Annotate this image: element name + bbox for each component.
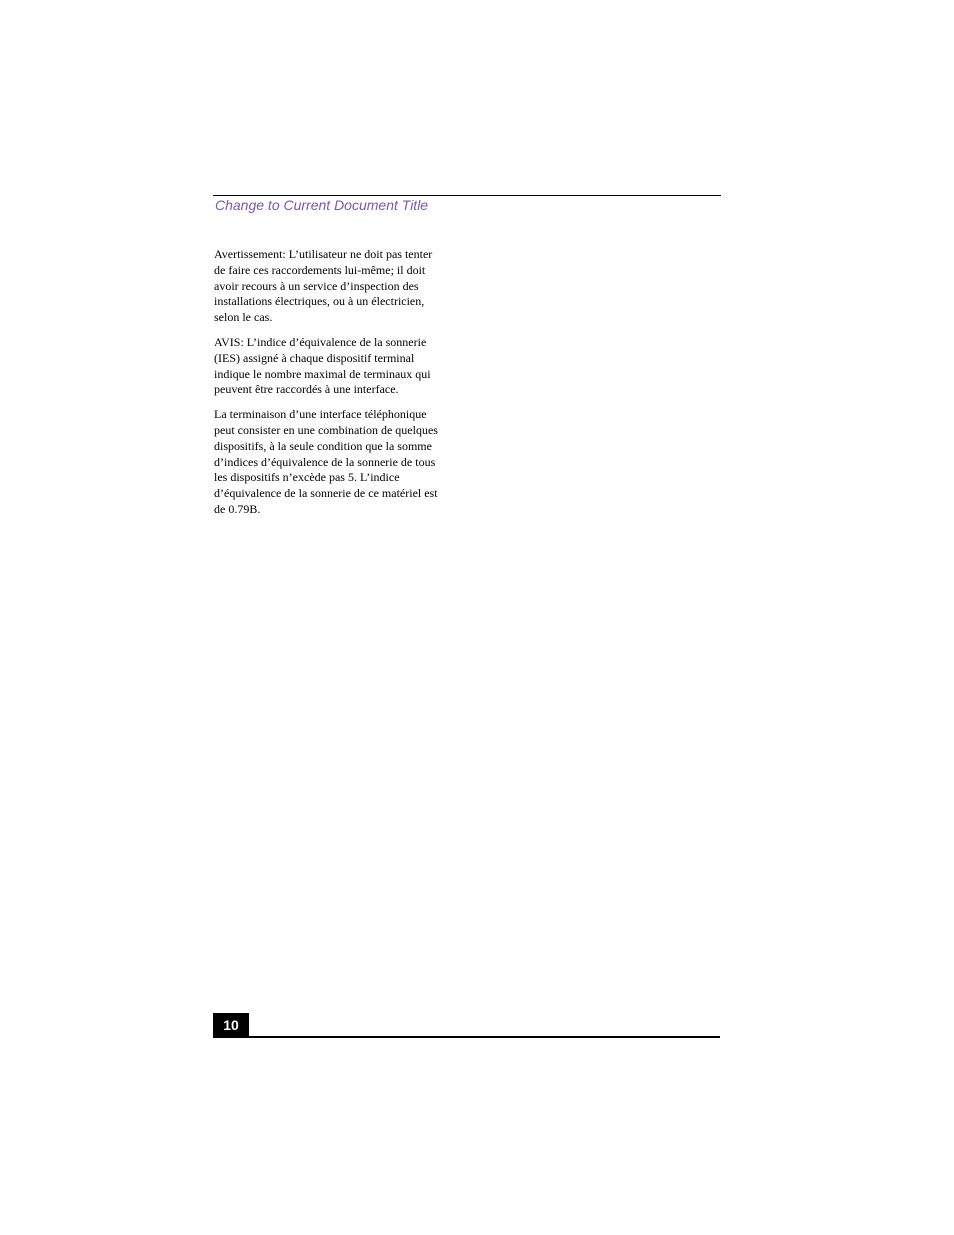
- text-line: peuvent être raccordés à une interface.: [214, 382, 399, 397]
- text-line: de faire ces raccordements lui-même; il doit: [214, 262, 426, 277]
- text-line: avoir recours à un service d’inspection des: [214, 278, 419, 293]
- header-rule: [213, 195, 721, 196]
- paragraph-notice: [214, 335, 454, 398]
- text-line: de 0.79B.: [214, 501, 261, 516]
- page-number: 10: [223, 1017, 239, 1033]
- document-title: Change to Current Document Title: [215, 197, 429, 213]
- text-line: Avertissement: L’utilisateur ne doit pas tenter: [214, 247, 433, 261]
- text-line: AVIS: L’indice d’équivalence de la sonnerie: [214, 334, 427, 349]
- text-line: les dispositifs n’excède pas 5. L’indice: [214, 470, 400, 485]
- text-line: selon le cas.: [214, 310, 273, 325]
- footer-rule: [213, 1036, 720, 1038]
- text-line: La terminaison d’une interface téléphonique: [214, 407, 427, 422]
- text-line: indique le nombre maximal de terminaux qui: [214, 366, 431, 381]
- paragraph-termination: [214, 407, 454, 518]
- text-line: peut consister en une combination de quelques: [214, 422, 438, 437]
- body-text: [214, 247, 454, 527]
- text-line: d’équivalence de la sonnerie de ce matériel est: [214, 486, 438, 501]
- text-line: d’indices d’équivalence de la sonnerie de tous: [214, 454, 436, 469]
- text-line: installations électriques, ou à un électricien,: [214, 294, 425, 309]
- text-line: dispositifs, à la seule condition que la somme: [214, 438, 432, 453]
- text-line: (IES) assigné à chaque dispositif terminal: [214, 350, 415, 365]
- page-number-badge: [213, 1013, 249, 1037]
- paragraph-warning: [214, 247, 454, 326]
